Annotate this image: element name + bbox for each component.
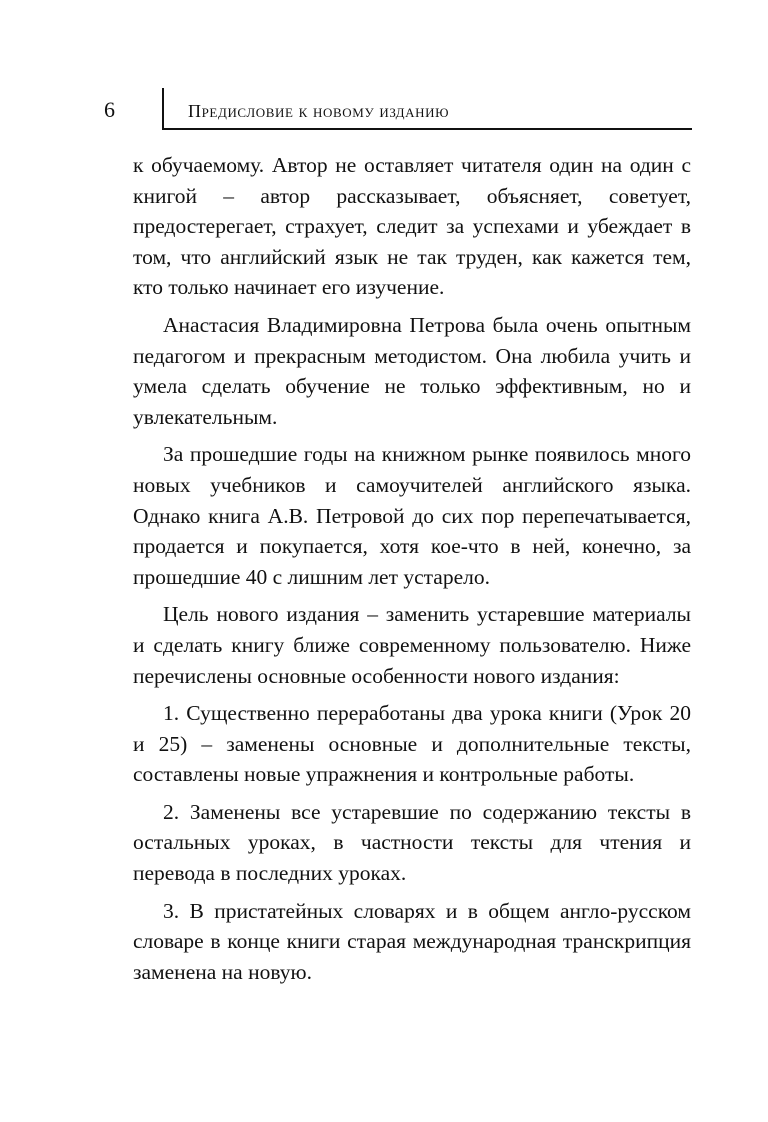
paragraph-continuation: к обучаемому. Автор не оставляет читателя один на один с книгой – автор рассказывает, объясняет, советует, предостерегает, страхует, следит за успехами и убеждает в том, что английский язык не так труден, как кажется тем, кто только начинает его изучение.	[133, 153, 691, 300]
page-number: 6	[104, 97, 115, 122]
header-vertical-rule	[162, 88, 164, 130]
header-horizontal-rule	[162, 128, 692, 130]
paragraph-edition-goal: Цель нового издания – заменить устаревшие материалы и сделать книгу ближе современному пользователю. Ниже перечислены основные особенности нового издания:	[133, 602, 691, 688]
list-item-2: 2. Заменены все устаревшие по содержанию тексты в остальных уроках, в частности тексты для чтения и перевода в последних уроках.	[133, 799, 691, 886]
paragraph-author-bio: Анастасия Владимировна Петрова была очень опытным педагогом и прекрасным методистом. Она любила учить и умела сделать обучение не только эффективным, но и увлекательным.	[133, 312, 691, 429]
list-item-1: 1. Существенно переработаны два урока книги (Урок 20 и 25) – заменены основные и дополнительные тексты, составлены новые упражнения и контрольные работы.	[133, 701, 691, 787]
running-header-title: Предисловие к новому изданию	[188, 101, 450, 121]
list-item-3: 3. В пристатейных словарях и в общем англо-русском словаре в конце книги старая международная транскрипция заменена на новую.	[133, 898, 691, 984]
paragraph-market: За прошедшие годы на книжном рынке появилось много новых учебников и самоучителей английского языка. Однако книга А.В. Петровой до сих пор перепечатывается, продается и покупается, хотя кое-что в ней, конечно, за прошедшие 40 с лишним лет устарело.	[133, 442, 691, 589]
page-body	[133, 150, 691, 994]
